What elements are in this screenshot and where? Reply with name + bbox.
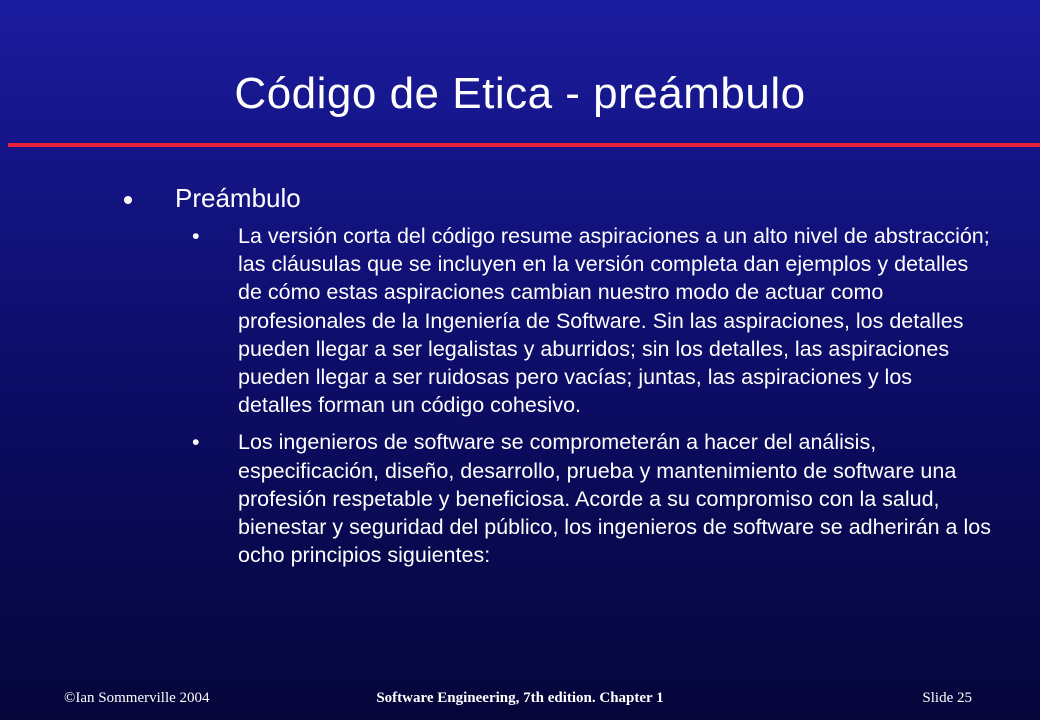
sub-bullet-text: La versión corta del código resume aspiraciones a un alto nivel de abstracción; las cláusulas que se incluyen en la versión completa dan ejemplos y detalles de cómo estas aspiraciones cambian nuestro modo de actuar como profesionales de la Ingeniería de Software. Sin las aspiraciones, los detalles pueden llegar a ser legalistas y aburridos; sin los detalles, las aspiraciones pueden llegar a ser ruidosas pero vacías; juntas, las aspiraciones y los detalles forman un código cohesivo. bbox=[238, 224, 990, 418]
sub-bullet-item bbox=[192, 428, 992, 569]
round-bullet-icon bbox=[124, 196, 132, 204]
bullet-icon: • bbox=[192, 224, 200, 248]
footer-copyright: ©Ian Sommerville 2004 bbox=[64, 690, 210, 706]
level1-bullet bbox=[124, 181, 301, 215]
level1-bullet-text: Preámbulo bbox=[175, 183, 301, 213]
sub-bullet-list bbox=[192, 222, 992, 578]
title-divider bbox=[8, 143, 1040, 147]
sub-bullet-text: Los ingenieros de software se comprometerán a hacer del análisis, especificación, diseño, desarrollo, prueba y mantenimiento de software una profesión respetable y beneficiosa. Acorde a su compromiso con la salud, bienestar y seguridad del público, los ingenieros de software se adherirán a los ocho principios siguientes: bbox=[238, 430, 991, 568]
sub-bullet-item bbox=[192, 222, 992, 419]
footer-slide-number: Slide 25 bbox=[922, 690, 972, 706]
bullet-icon: • bbox=[192, 430, 200, 455]
slide-footer bbox=[0, 690, 1040, 710]
footer-book-title: Software Engineering, 7th edition. Chapter 1 bbox=[376, 690, 664, 706]
slide-title: Código de Etica - preámbulo bbox=[234, 69, 806, 118]
